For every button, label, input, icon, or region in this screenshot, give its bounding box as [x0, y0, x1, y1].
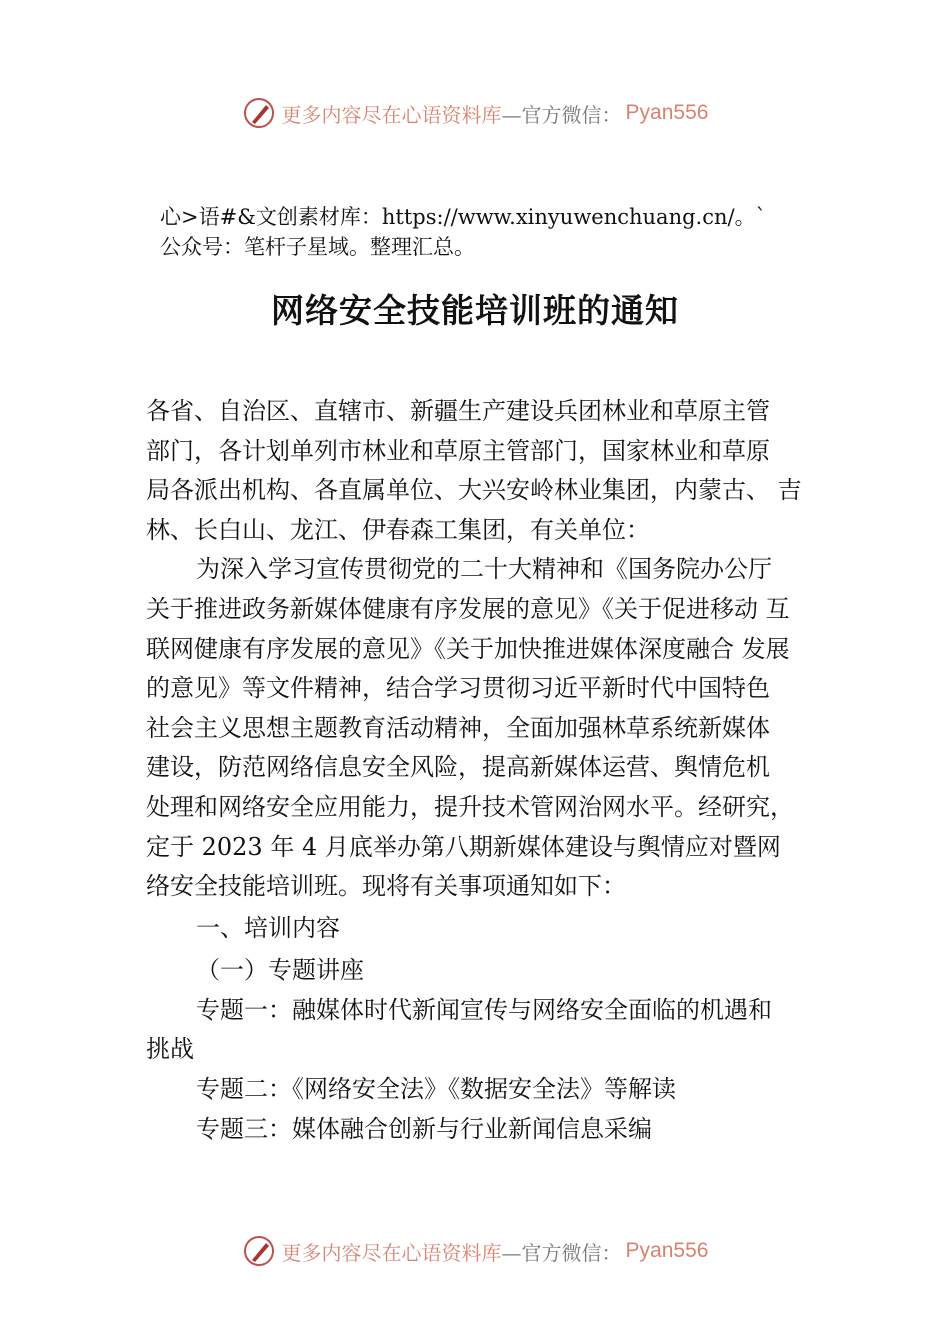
watermark-wechat-id: Pyan556 [625, 1239, 709, 1262]
paragraph-line: 各省、自治区、直辖市、新疆生产建设兵团林业和草原主管 [146, 397, 770, 425]
paragraph-line: 建设，防范网络信息安全风险，提高新媒体运营、舆情危机 [146, 753, 770, 782]
watermark-wechat-id: Pyan556 [625, 101, 709, 124]
paragraph-line: 的意见》等文件精神，结合学习贯彻习近平新时代中国特色 [146, 674, 770, 703]
paragraph-line: 社会主义思想主题教育活动精神，全面加强林草系统新媒体 [146, 713, 770, 742]
paragraph-line: 定于 2023 年 4 月底举办第八期新媒体建设与舆情应对暨网 [146, 832, 781, 861]
document-title: 网络安全技能培训班的通知 [271, 291, 679, 330]
topic-line: 专题三：媒体融合创新与行业新闻信息采编 [196, 1114, 652, 1143]
section-heading: 一、培训内容 [196, 913, 340, 942]
paragraph-line: 处理和网络安全应用能力，提升技术管网治网水平。经研究， [146, 792, 794, 821]
watermark-text: 更多内容尽在心语资料库 [281, 102, 502, 127]
paragraph-line: 林、长白山、龙江、伊春森工集团，有关单位： [146, 515, 650, 544]
watermark-wechat-label: —官方微信： [501, 1240, 622, 1265]
paragraph-line: 联网健康有序发展的意见》《关于加快推进媒体深度融合 发展 [146, 634, 790, 663]
paragraph-line: 络安全技能培训班。现将有关事项通知如下： [146, 872, 626, 901]
pen-logo-icon [242, 1234, 276, 1268]
watermark-wechat-label: —官方微信： [501, 102, 622, 127]
paragraph-line: 部门，各计划单列市林业和草原主管部门，国家林业和草原 [146, 436, 770, 465]
source-line-1: 心>语#&文创素材库：https://www.xinyuwenchuang.cn/。` [160, 205, 767, 229]
footer-watermark [0, 1234, 950, 1268]
subsection-heading: （一）专题讲座 [196, 955, 364, 984]
paragraph-line: 局各派出机构、各直属单位、大兴安岭林业集团，内蒙古、 吉 [146, 476, 802, 505]
topic-line: 专题二：《网络安全法》《数据安全法》等解读 [196, 1074, 676, 1103]
watermark-text: 更多内容尽在心语资料库 [281, 1240, 502, 1265]
header-watermark [0, 96, 950, 130]
document-body [146, 392, 826, 1149]
paragraph-line: 为深入学习宣传贯彻党的二十大精神和《国务院办公厅 [196, 555, 772, 584]
source-line-2: 公众号：笔杆子星域。整理汇总。 [160, 235, 475, 259]
topic-line: 挑战 [146, 1035, 194, 1064]
topic-line: 专题一：融媒体时代新闻宣传与网络安全面临的机遇和 [196, 995, 772, 1024]
paragraph-line: 关于推进政务新媒体健康有序发展的意见》《关于促进移动 互 [146, 594, 790, 623]
pen-logo-icon [242, 96, 276, 130]
